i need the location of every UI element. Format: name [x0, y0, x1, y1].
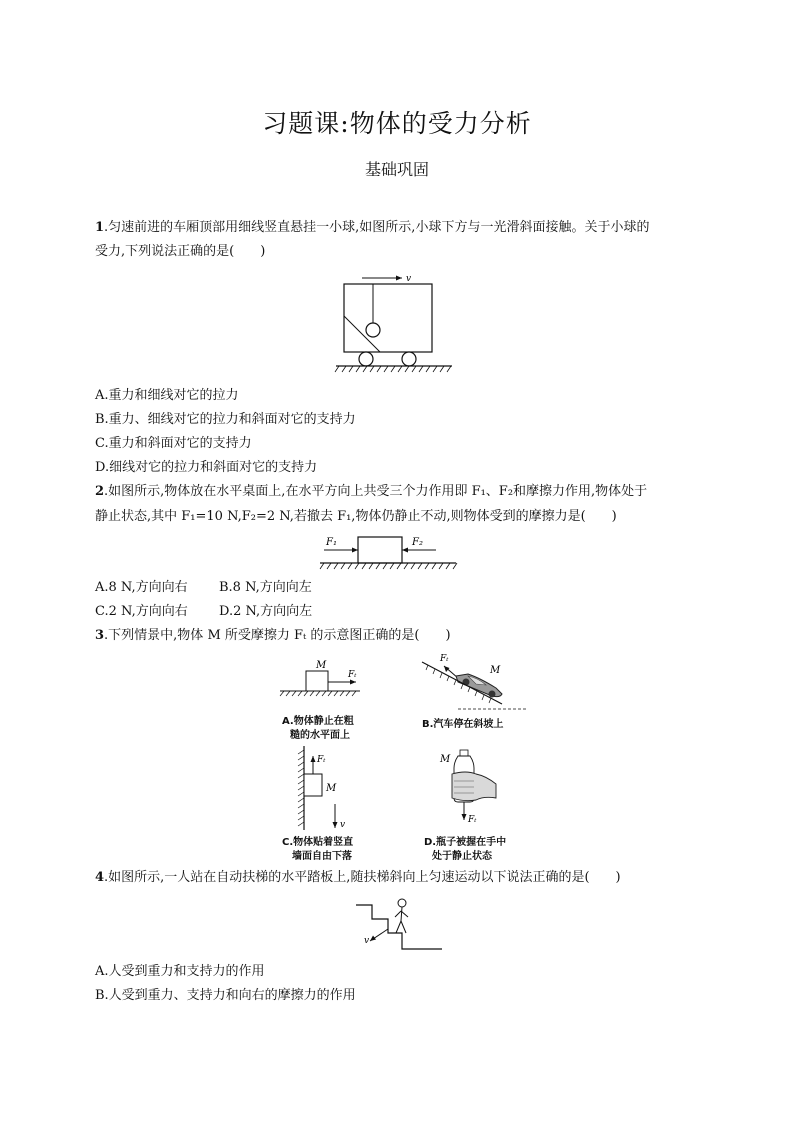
- q1-figure-carriage: [334, 268, 464, 378]
- hand-icon: [452, 772, 496, 801]
- car-icon: [456, 674, 502, 698]
- q4-number: 4: [95, 870, 105, 885]
- q1-stem-line1: [95, 218, 705, 238]
- q3d-m-label: M: [440, 754, 451, 765]
- q1-number: 1: [95, 220, 105, 235]
- q2-f1-label: F₁: [326, 537, 337, 548]
- q2-options-row2: [95, 602, 705, 622]
- q3-caption-b1: B.汽车停在斜坡上: [422, 719, 504, 730]
- section-title: 基础巩固: [364, 160, 429, 179]
- q3-caption-c2: 墙面自由下落: [292, 851, 352, 862]
- q4-stem-line: [95, 868, 705, 888]
- q1-option-c: C.重力和斜面对它的支持力: [95, 436, 252, 451]
- q4-figure-escalator: [352, 893, 448, 957]
- q3b-ff-label: Fₜ: [440, 654, 449, 664]
- q2-number: 2: [95, 484, 105, 499]
- q1-stem-line2: 受力,下列说法正确的是( ): [95, 244, 266, 259]
- q1-option-a: A.重力和细线对它的拉力: [95, 388, 239, 403]
- q3a-ff-label: Fₜ: [348, 670, 357, 680]
- q3-figure-b: [418, 648, 528, 712]
- q1-stem-text1: .匀速前进的车厢顶部用细线竖直悬挂一小球,如图所示,小球下方与一光滑斜面接触。关于小球的: [104, 220, 650, 235]
- q3-number: 3: [95, 628, 105, 643]
- q2-option-b: B.8 N,方向向左: [219, 580, 312, 595]
- q4-option-b: B.人受到重力、支持力和向右的摩擦力的作用: [95, 988, 356, 1003]
- q3a-m-label: M: [316, 660, 327, 671]
- q3-caption-d2: 处于静止状态: [432, 851, 492, 862]
- q3-stem-line: [95, 626, 705, 646]
- q2-figure-block: [318, 532, 474, 576]
- q3-caption-a2: 糙的水平面上: [290, 730, 350, 741]
- q3c-v-label: v: [340, 820, 346, 830]
- q3-figure-d: [436, 748, 506, 828]
- q3c-ff-label: Fₜ: [317, 755, 326, 765]
- q2-stem-line2: 静止状态,其中 F₁=10 N,F₂=2 N,若撤去 F₁,物体仍静止不动,则物体受到的摩擦力是( ): [95, 509, 617, 524]
- q3-stem-text: .下列情景中,物体 M 所受摩擦力 Fₜ 的示意图正确的是( ): [104, 628, 451, 643]
- q2-stem-text1: .如图所示,物体放在水平桌面上,在水平方向上共受三个力作用即 F₁、F₂和摩擦力作用,物体处于: [104, 484, 648, 499]
- q3d-ff-label: Fₜ: [468, 815, 477, 825]
- q2-stem-line1: [95, 482, 705, 502]
- q3-caption-c1: C.物体贴着竖直: [282, 837, 354, 848]
- q2-options-row1: [95, 578, 705, 598]
- q2-option-c: C.2 N,方向向右: [95, 604, 188, 619]
- q3-figure-a: [278, 655, 368, 705]
- page-title: 习题课:物体的受力分析: [262, 109, 532, 138]
- q2-option-a: A.8 N,方向向右: [95, 580, 188, 595]
- q4-stem-text: .如图所示,一人站在自动扶梯的水平踏板上,随扶梯斜向上匀速运动以下说法正确的是( ): [104, 870, 621, 885]
- q4-velocity-label: v: [364, 936, 370, 946]
- q4-option-a: A.人受到重力和支持力的作用: [95, 964, 265, 979]
- q3-figure-c: [290, 744, 360, 834]
- q1-option-b: B.重力、细线对它的拉力和斜面对它的支持力: [95, 412, 356, 427]
- q3-caption-a1: A.物体静止在粗: [282, 716, 354, 727]
- person-icon: [395, 899, 408, 933]
- q2-option-d: D.2 N,方向向左: [219, 604, 313, 619]
- q1-velocity-label: v: [406, 274, 412, 284]
- q3-caption-d1: D.瓶子被握在手中: [424, 837, 507, 848]
- q3b-m-label: M: [490, 665, 501, 676]
- q2-f2-label: F₂: [412, 537, 423, 548]
- q1-option-d: D.细线对它的拉力和斜面对它的支持力: [95, 460, 318, 475]
- q3c-m-label: M: [326, 783, 337, 794]
